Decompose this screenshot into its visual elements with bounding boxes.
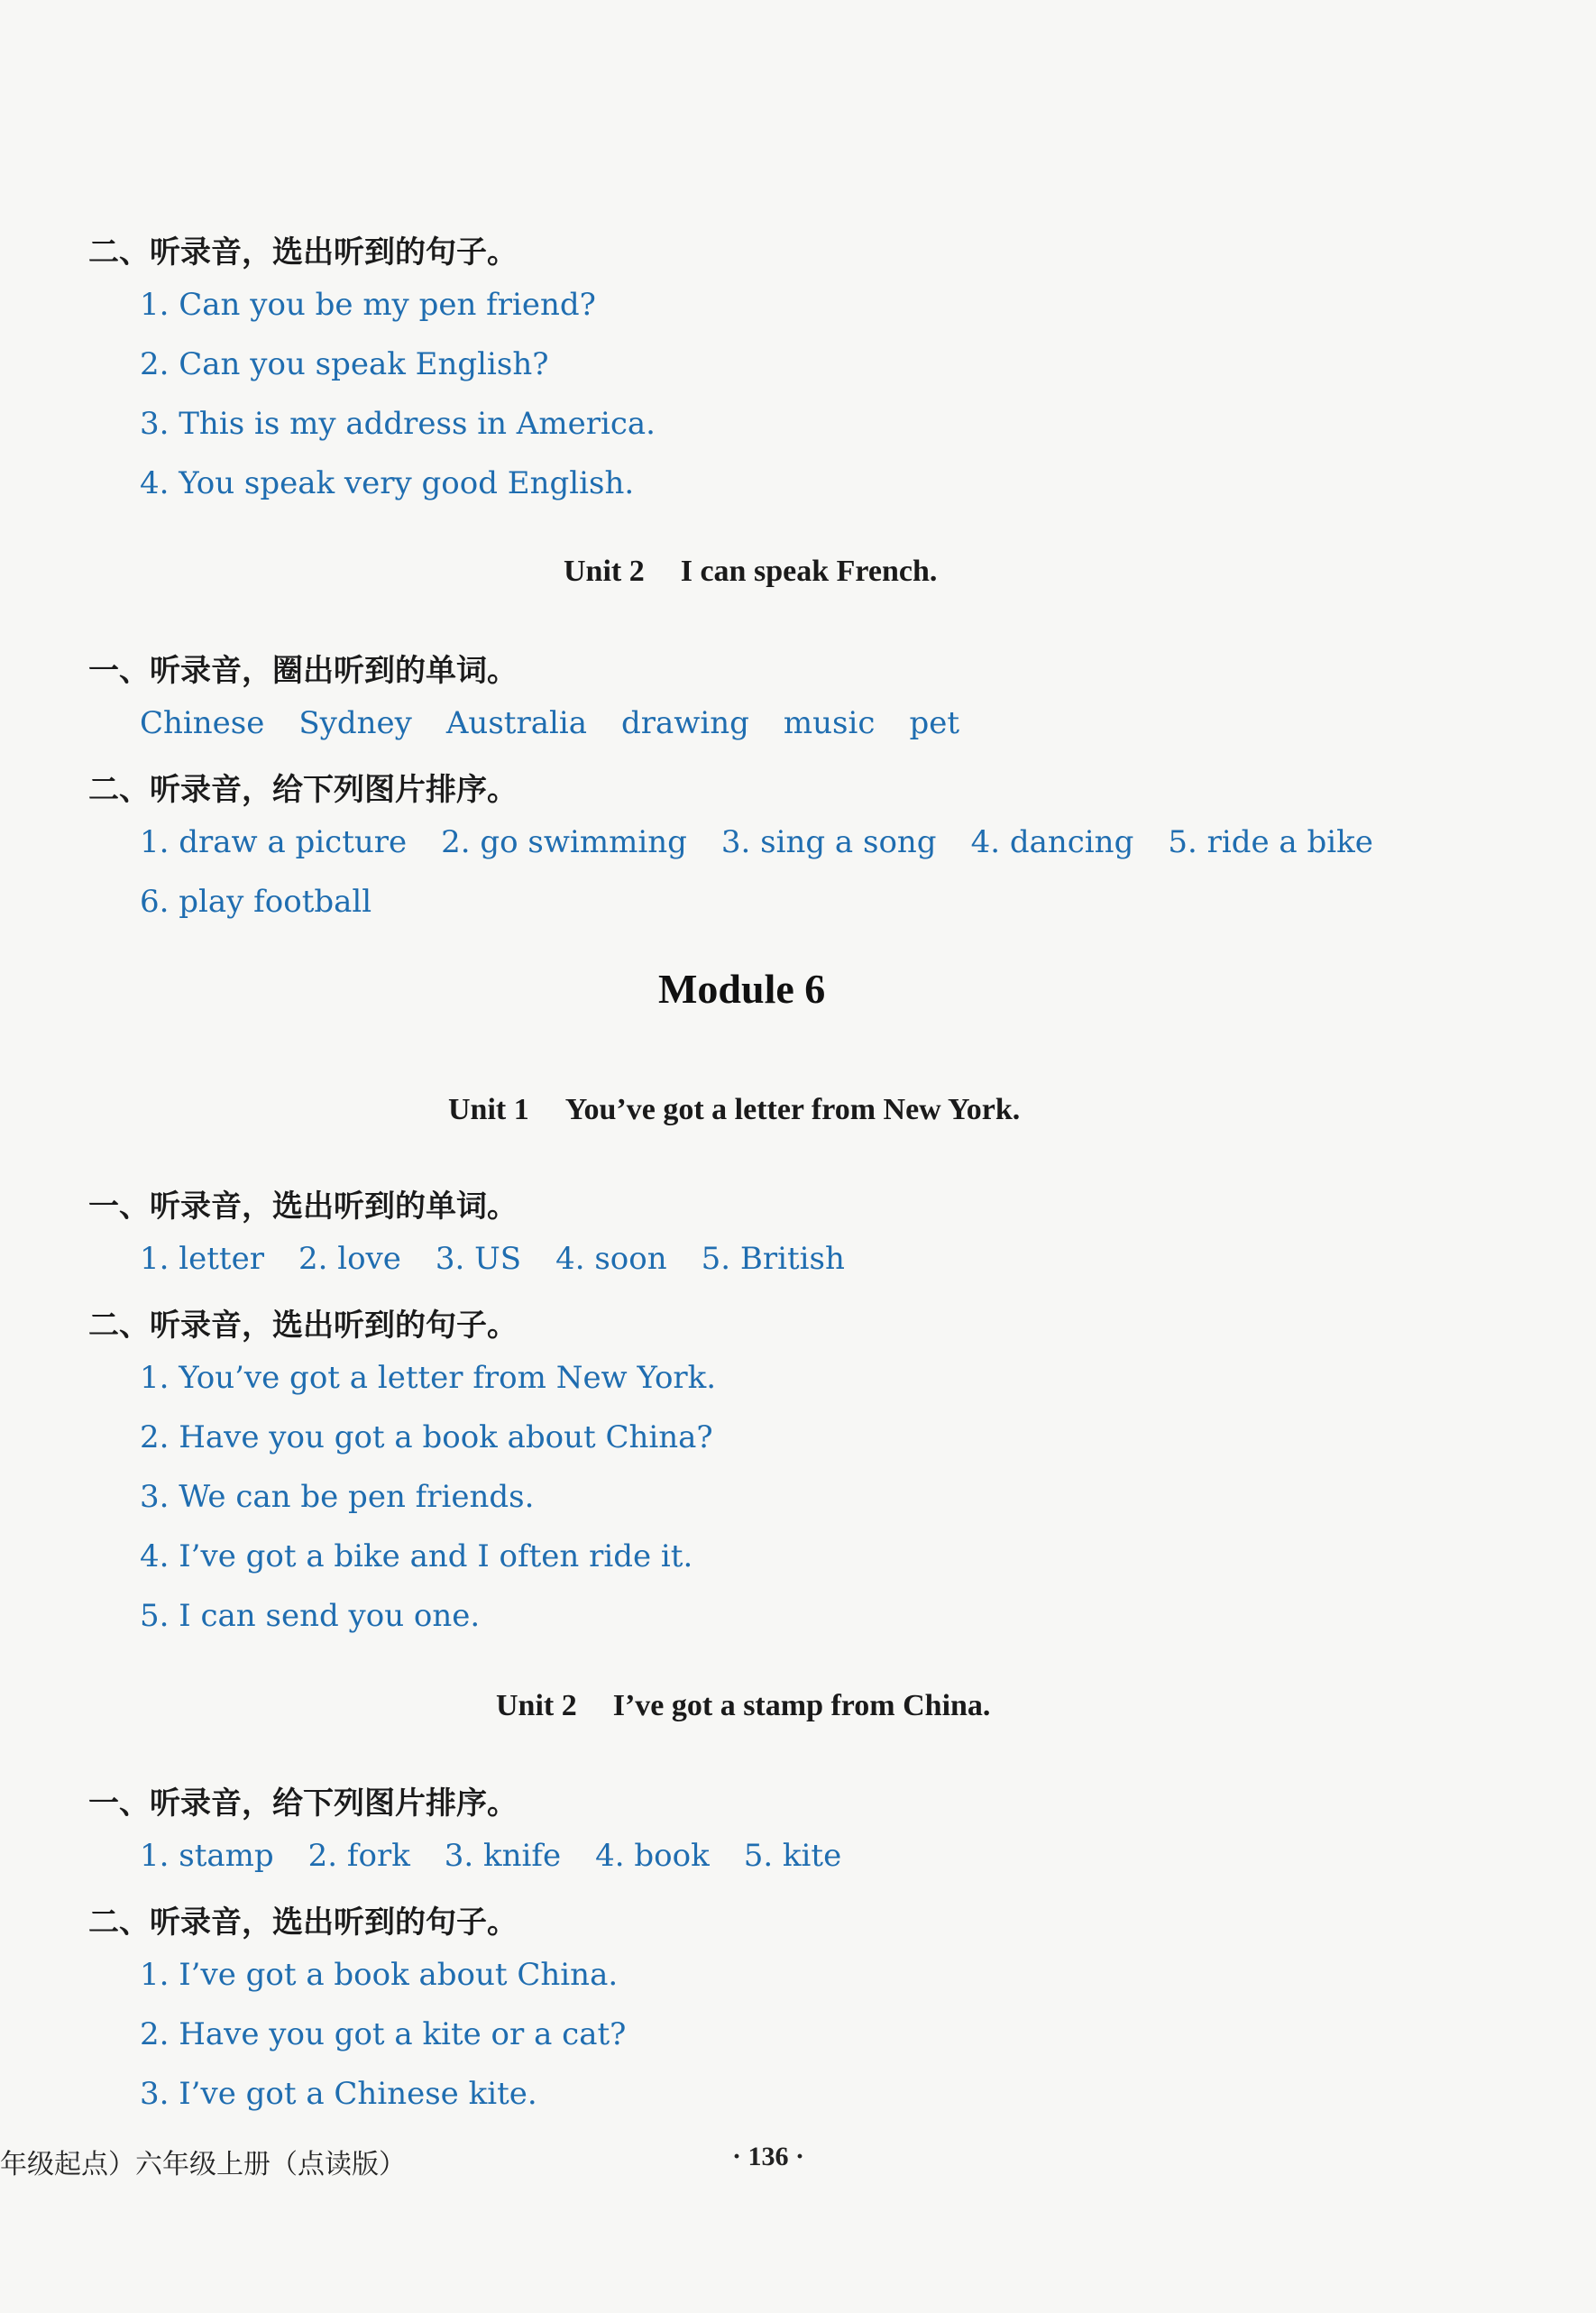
word: Sydney <box>298 705 412 741</box>
section-heading: 二、听录音，选出听到的句子。 <box>88 1905 518 1941</box>
answer-line: 6. play football <box>140 884 372 920</box>
unit-number: Unit 1 <box>448 1093 529 1126</box>
answer-line: 1. Can you be my pen friend? <box>140 287 596 323</box>
answer-line: 2. Have you got a book about China? <box>140 1419 713 1455</box>
section-heading: 二、听录音，选出听到的句子。 <box>88 234 518 271</box>
list-item: 4. book <box>595 1838 710 1874</box>
list-item: 1. letter <box>140 1241 264 1277</box>
list-item: 4. dancing <box>970 824 1134 860</box>
answer-line: 1. I’ve got a book about China. <box>140 1957 619 1993</box>
unit-title <box>564 555 937 589</box>
answer-line: 1. You’ve got a letter from New York. <box>140 1360 717 1396</box>
section-heading: 二、听录音，选出听到的句子。 <box>88 1308 518 1344</box>
unit-name: I can speak French. <box>680 555 938 588</box>
unit-name: You’ve got a letter from New York. <box>564 1093 1021 1126</box>
unit-title <box>448 1093 1020 1127</box>
list-item: 5. ride a bike <box>1168 824 1373 860</box>
list-item: 1. draw a picture <box>140 824 408 860</box>
section-heading: 二、听录音，给下列图片排序。 <box>88 772 518 808</box>
section-heading: 一、听录音，圈出听到的单词。 <box>88 653 518 689</box>
unit-name: I’ve got a stamp from China. <box>612 1689 991 1722</box>
module-title: Module 6 <box>658 966 826 1012</box>
item-list <box>140 1838 876 1874</box>
list-item: 3. sing a song <box>720 824 937 860</box>
answer-line: 5. I can send you one. <box>140 1598 481 1634</box>
list-item: 2. fork <box>307 1838 410 1874</box>
list-item: 3. US <box>435 1241 522 1277</box>
word: music <box>783 705 876 741</box>
list-item: 2. go swimming <box>441 824 687 860</box>
answer-line: 2. Have you got a kite or a cat? <box>140 2016 627 2052</box>
answer-line: 3. I’ve got a Chinese kite. <box>140 2076 537 2112</box>
list-item: 5. British <box>701 1241 845 1277</box>
answer-line: 4. I’ve got a bike and I often ride it. <box>140 1538 693 1574</box>
answer-line: 2. Can you speak English? <box>140 346 549 382</box>
answer-line: 4. You speak very good English. <box>140 465 635 501</box>
list-item: 3. knife <box>444 1838 562 1874</box>
unit-number: Unit 2 <box>496 1689 577 1722</box>
answer-line: 3. We can be pen friends. <box>140 1479 535 1515</box>
word-list <box>140 705 994 741</box>
item-list <box>140 1241 879 1277</box>
unit-title <box>496 1689 990 1723</box>
word: Chinese <box>140 705 265 741</box>
answer-line: 3. This is my address in America. <box>140 406 656 442</box>
word: pet <box>909 705 959 741</box>
word: drawing <box>620 705 749 741</box>
list-item: 4. soon <box>555 1241 667 1277</box>
unit-number: Unit 2 <box>564 555 645 588</box>
word: Australia <box>445 705 587 741</box>
list-item: 1. stamp <box>140 1838 274 1874</box>
list-item: 2. love <box>298 1241 401 1277</box>
page-number: · 136 · <box>732 2142 805 2171</box>
section-heading: 一、听录音，选出听到的单词。 <box>88 1189 518 1225</box>
section-heading: 一、听录音，给下列图片排序。 <box>88 1785 518 1822</box>
list-item: 5. kite <box>743 1838 842 1874</box>
book-title-footer: 年级起点）六年级上册（点读版） <box>0 2149 406 2180</box>
item-list <box>140 824 1408 860</box>
